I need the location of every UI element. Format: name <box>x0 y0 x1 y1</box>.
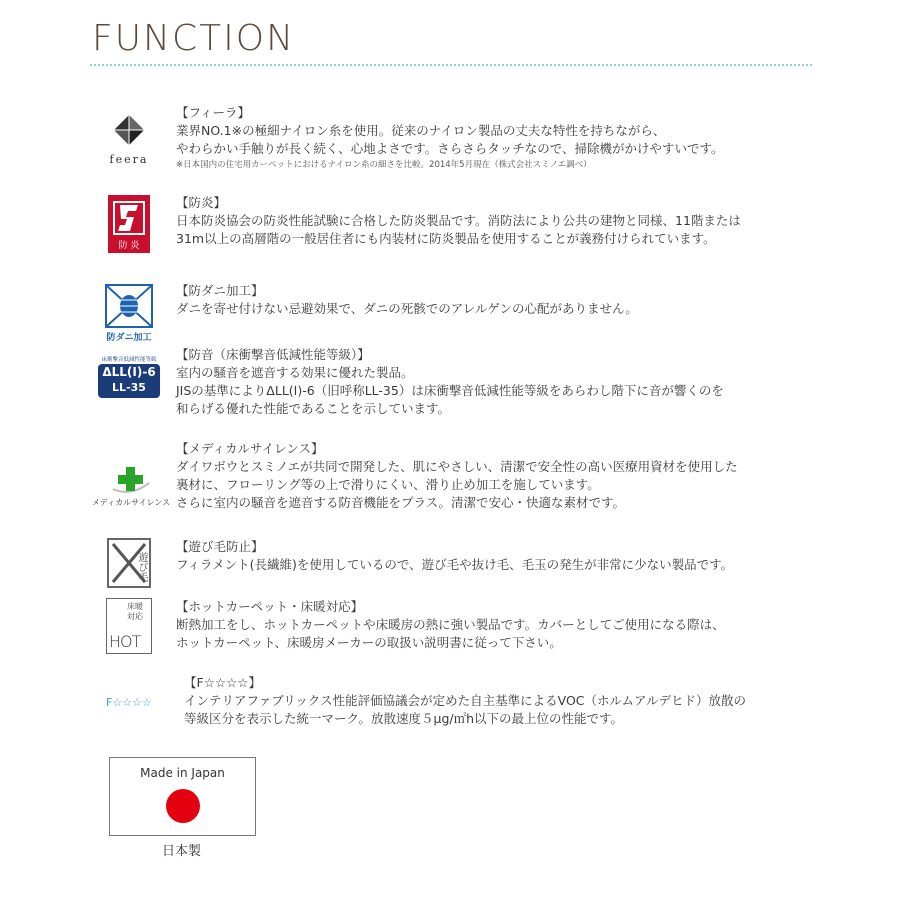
feature-note: ※日本国内の住宅用カーペットにおけるナイロン糸の細さを比較。2014年5月現在（株式会社スミノエ調べ） <box>176 160 592 170</box>
feature-line: さらに室内の騒音を遮音する防音機能をプラス。清潔で安心・快適な素材です。 <box>176 495 626 510</box>
feature-line: ダニを寄せ付けない忌避効果で、ダニの死骸でのアレルゲンの心配がありません。 <box>176 301 638 316</box>
feature-f-four-star-text <box>184 674 824 728</box>
feature-hot-carpet-text <box>176 598 816 652</box>
feature-line: 和らげる優れた性能であることを示しています。 <box>176 401 451 416</box>
feature-soundproof-text <box>176 346 816 418</box>
feature-line: やわらかい手触りが長く続く、心地よさです。さらさらタッチなので、掃除機がかけやすいです。 <box>176 141 724 156</box>
anti-mite-label: 防ダニ加工 <box>106 332 152 343</box>
hot-carpet-icon <box>106 598 152 654</box>
feature-line: ダイワボウとスミノエが共同で開発した、肌にやさしい、清潔で安全性の高い医療用資材を使用した <box>176 459 738 474</box>
feature-heading: 【遊び毛防止】 <box>176 539 264 554</box>
no-fluff-icon <box>107 538 151 588</box>
anti-mite-icon <box>105 284 153 328</box>
made-in-japan-label: Made in Japan <box>140 766 225 780</box>
feature-fire-retardant-text <box>176 194 816 248</box>
feature-line: 31m以上の高層階の一般居住者にも内装材に防炎製品を使用することが義務付けられています。 <box>176 231 716 246</box>
feature-heading: 【防音（床衝撃音低減性能等級）】 <box>176 347 370 362</box>
feature-line: 室内の騒音を遮音する効果に優れた製品。 <box>176 365 414 380</box>
feature-line: JISの基準によりΔLL(Ⅰ)-6（旧呼称LL-35）は床衝撃音低減性能等級をあらわし階下に音が響くのを <box>176 383 724 398</box>
feature-line: 等級区分を表示した統一マーク。放散速度５μg/㎡h以下の最上位の性能です。 <box>184 711 624 726</box>
hot-carpet-sub-label: HOT <box>109 632 141 651</box>
feature-line: 裏材に、フローリング等の上で滑りにくい、滑り止め加工を施しています。 <box>176 477 600 492</box>
soundproof-top-label: 床衝撃音低減性能等級 <box>101 356 157 363</box>
feature-line: 断熱加工をし、ホットカーペットや床暖房の熱に強い製品です。カバーとしてご使用になる際は、 <box>176 617 725 632</box>
fire-retardant-label: 防 炎 <box>118 241 140 251</box>
made-in-japan-badge <box>109 757 256 836</box>
feera-logo-label: feera <box>109 152 149 166</box>
feature-line: フィラメント(長繊維)を使用しているので、遊び毛や抜け毛、毛玉の発生が非常に少ない製品です。 <box>176 557 734 572</box>
feature-line: インテリアファブリックス性能評価協議会が定めた自主基準によるVOC（ホルムアルデヒド）放散の <box>184 693 747 708</box>
feature-heading: 【フィーラ】 <box>176 105 251 120</box>
feature-anti-mite-text <box>176 282 816 318</box>
f-four-star-icon: F☆☆☆☆ <box>106 695 152 709</box>
medical-silence-label: メディカルサイレンス <box>91 497 171 507</box>
title-divider <box>90 64 812 66</box>
feature-heading: 【ホットカーペット・床暖対応】 <box>176 599 364 614</box>
feature-no-fluff-text <box>176 538 816 574</box>
feature-medical-silence-text <box>176 440 816 512</box>
no-fluff-label: 遊び毛 <box>136 552 147 582</box>
feature-heading: 【防ダニ加工】 <box>176 283 264 298</box>
soundproof-sub-label: LL-35 <box>112 380 146 394</box>
soundproof-icon <box>98 364 160 398</box>
soundproof-grade-label: ΔLL(I)-6 <box>102 364 156 379</box>
japan-flag-icon <box>166 789 200 823</box>
feature-heading: 【メディカルサイレンス】 <box>176 441 324 456</box>
feature-heading: 【F☆☆☆☆】 <box>184 675 262 690</box>
medical-silence-icon <box>109 463 153 497</box>
feera-logo-icon <box>100 104 158 174</box>
fire-retardant-icon <box>108 195 150 253</box>
feature-line: 業界NO.1※の極細ナイロン糸を使用。従来のナイロン製品の丈夫な特性を持ちながら、 <box>176 123 666 138</box>
hot-carpet-label: 床暖 対応 <box>127 602 143 621</box>
page-title: FUNCTION <box>92 18 295 59</box>
feature-feera-text <box>176 104 816 172</box>
feature-line: ホットカーペット、床暖房メーカーの取扱い説明書に従って下さい。 <box>176 635 562 650</box>
feature-line: 日本防炎協会の防炎性能試験に合格した防炎製品です。消防法により公共の建物と同様、11階または <box>176 213 741 228</box>
made-in-japan-caption: 日本製 <box>161 844 201 859</box>
feature-heading: 【防炎】 <box>176 195 227 210</box>
